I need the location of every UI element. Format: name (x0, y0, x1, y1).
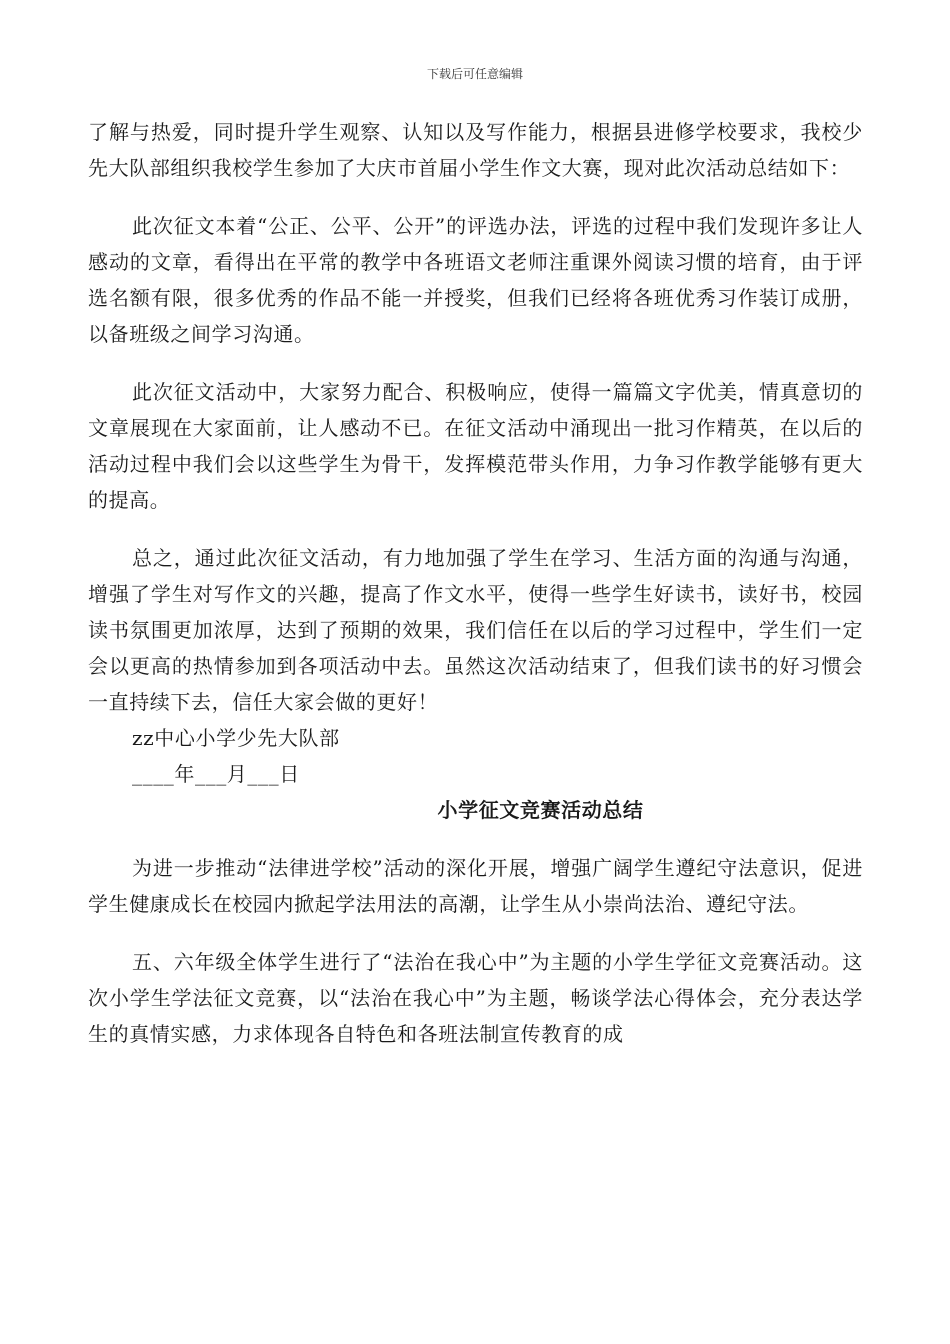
paragraph-evaluation: 此次征文本着“公正、公平、公开”的评选办法，评选的过程中我们发现许多让人感动的文章，看得出在平常的教学中各班语文老师注重课外阅读习惯的培育，由于评选名额有限，很多优秀的作品不能一并授奖，但我们已经将各班优秀习作装订成册，以备班级之间学习沟通。 (88, 214, 863, 346)
paragraph-purpose: 为进一步推动“法律进学校”活动的深化开展，增强广阔学生遵纪守法意识，促进学生健康成长在校园内掀起学法用法的高潮，让学生从小崇尚法治、遵纪守法。 (88, 856, 863, 916)
document-body (88, 114, 863, 1052)
paragraph-activity: 此次征文活动中，大家努力配合、积极响应，使得一篇篇文字优美，情真意切的文章展现在大家面前，让人感动不已。在征文活动中涌现出一批习作精英，在以后的活动过程中我们会以这些学生为骨干，发挥模范带头作用，力争习作教学能够有更大的提高。 (88, 380, 863, 512)
date-line: ____年___月___日 (132, 762, 300, 786)
paragraph-contest: 五、六年级全体学生进行了“法治在我心中”为主题的小学生学征文竞赛活动。这次小学生学法征文竞赛，以“法治在我心中”为主题，畅谈学法心得体会，充分表达学生的真情实感，力求体现各自特色和各班法制宣传教育的成 (88, 950, 863, 1046)
paragraph-intro-continued: 了解与热爱，同时提升学生观察、认知以及写作能力，根据县进修学校要求，我校少先大队部组织我校学生参加了大庆市首届小学生作文大赛，现对此次活动总结如下： (88, 120, 863, 180)
page-header: 下载后可任意编辑 (426, 67, 523, 81)
signature: zz中心小学少先大队部 (132, 726, 340, 750)
section-title: 小学征文竞赛活动总结 (437, 798, 644, 822)
paragraph-conclusion: 总之，通过此次征文活动，有力地加强了学生在学习、生活方面的沟通与沟通，增强了学生对写作文的兴趣，提高了作文水平，使得一些学生好读书，读好书，校园读书氛围更加浓厚，达到了预期的效果，我们信任在以后的学习过程中，学生们一定会以更高的热情参加到各项活动中去。虽然这次活动结束了，但我们读书的好习惯会一直持续下去，信任大家会做的更好！ (88, 546, 863, 714)
